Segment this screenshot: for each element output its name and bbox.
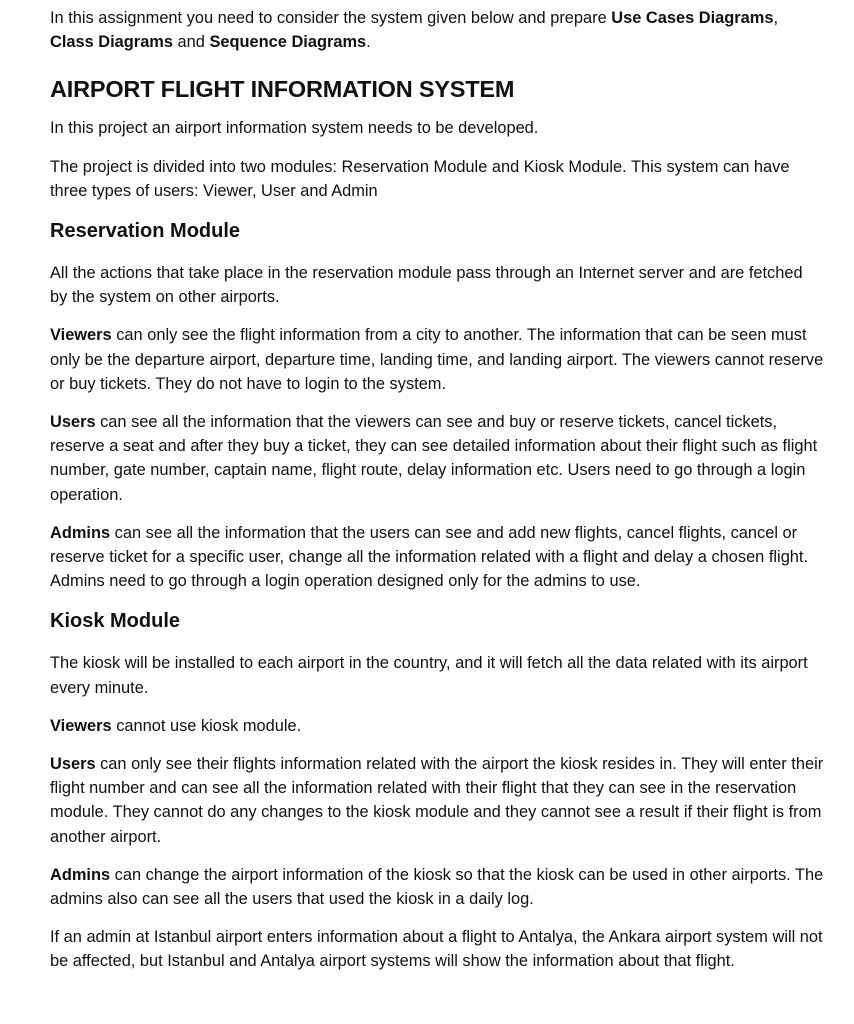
reservation-users-paragraph xyxy=(50,410,824,507)
reservation-module-heading: Reservation Module xyxy=(50,220,241,243)
reservation-admins-term: Admins xyxy=(50,523,111,542)
intro-text: In this assignment you need to consider the system given below and prepare xyxy=(50,9,612,27)
kiosk-users-text: can only see their flights information related with the airport the kiosk resides in. They will enter their flight number and can see all the information related with their flight that they can see in the reservation module. They cannot do any changes to the kiosk module and they cannot see a result if their flight is from another airport. xyxy=(50,755,824,846)
use-cases-term: Use Cases Diagrams xyxy=(611,9,774,27)
kiosk-admins-text: can change the airport information of the kiosk so that the kiosk can be used in other airports. The admins also can see all the users that used the kiosk in a daily log. xyxy=(50,865,824,909)
document-title: AIRPORT FLIGHT INFORMATION SYSTEM xyxy=(50,76,515,103)
reservation-viewers-term: Viewers xyxy=(50,326,112,345)
sequence-diagrams-term: Sequence Diagrams xyxy=(209,33,367,52)
reservation-viewers-text: can only see the flight information from a city to another. The information that can be seen must only be the departure airport, departure time, landing time, and landing airport. The viewers cannot reserve or buy tickets. They do not have to login to the system. xyxy=(50,326,824,393)
reservation-intro-paragraph: All the actions that take place in the reservation module pass through an Internet server and are fetched by the system on other airports. xyxy=(50,264,803,307)
kiosk-viewers-term: Viewers xyxy=(50,716,112,735)
kiosk-intro-paragraph: The kiosk will be installed to each airport in the country, and it will fetch all the data related with its airport every minute. xyxy=(50,654,808,697)
intro-separator-2: and xyxy=(173,33,210,52)
kiosk-viewers-text: cannot use kiosk module. xyxy=(111,716,302,735)
kiosk-admins-paragraph xyxy=(50,863,824,911)
reservation-admins-text: can see all the information that the users can see and add new flights, cancel flights, cancel or reserve ticket for a specific user, change all the information related with a flight and delay a chosen flight. Admins need to go through a login operation designed only for the admins to use. xyxy=(50,523,809,591)
reservation-admins-paragraph xyxy=(50,521,824,594)
class-diagrams-term: Class Diagrams xyxy=(50,33,173,52)
reservation-users-text: can see all the information that the viewers can see and buy or reserve tickets, cancel tickets, reserve a seat and after they buy a ticket, they can see detailed information about their flight such as flight number, gate number, captain name, flight route, delay information etc. Users need to go through a login operation. xyxy=(50,413,818,504)
reservation-viewers-paragraph xyxy=(50,323,824,396)
kiosk-viewers-paragraph xyxy=(50,714,824,738)
intro-separator-1: , xyxy=(773,9,779,27)
intro-paragraph xyxy=(50,6,824,54)
kiosk-admins-term: Admins xyxy=(50,865,111,884)
overview-paragraph-1: In this project an airport information system needs to be developed. xyxy=(50,119,539,138)
kiosk-example-paragraph: If an admin at Istanbul airport enters information about a flight to Antalya, the Ankara airport system will not be affected, but Istanbul and Antalya airport systems will show the information about that flight. xyxy=(50,928,823,971)
reservation-users-term: Users xyxy=(50,413,96,432)
kiosk-users-paragraph xyxy=(50,752,824,849)
intro-end: . xyxy=(366,33,371,52)
kiosk-module-heading: Kiosk Module xyxy=(50,610,181,633)
kiosk-users-term: Users xyxy=(50,755,96,774)
overview-paragraph-2: The project is divided into two modules: Reservation Module and Kiosk Module. This system can have three types of users: Viewer, User and Admin xyxy=(50,157,790,200)
